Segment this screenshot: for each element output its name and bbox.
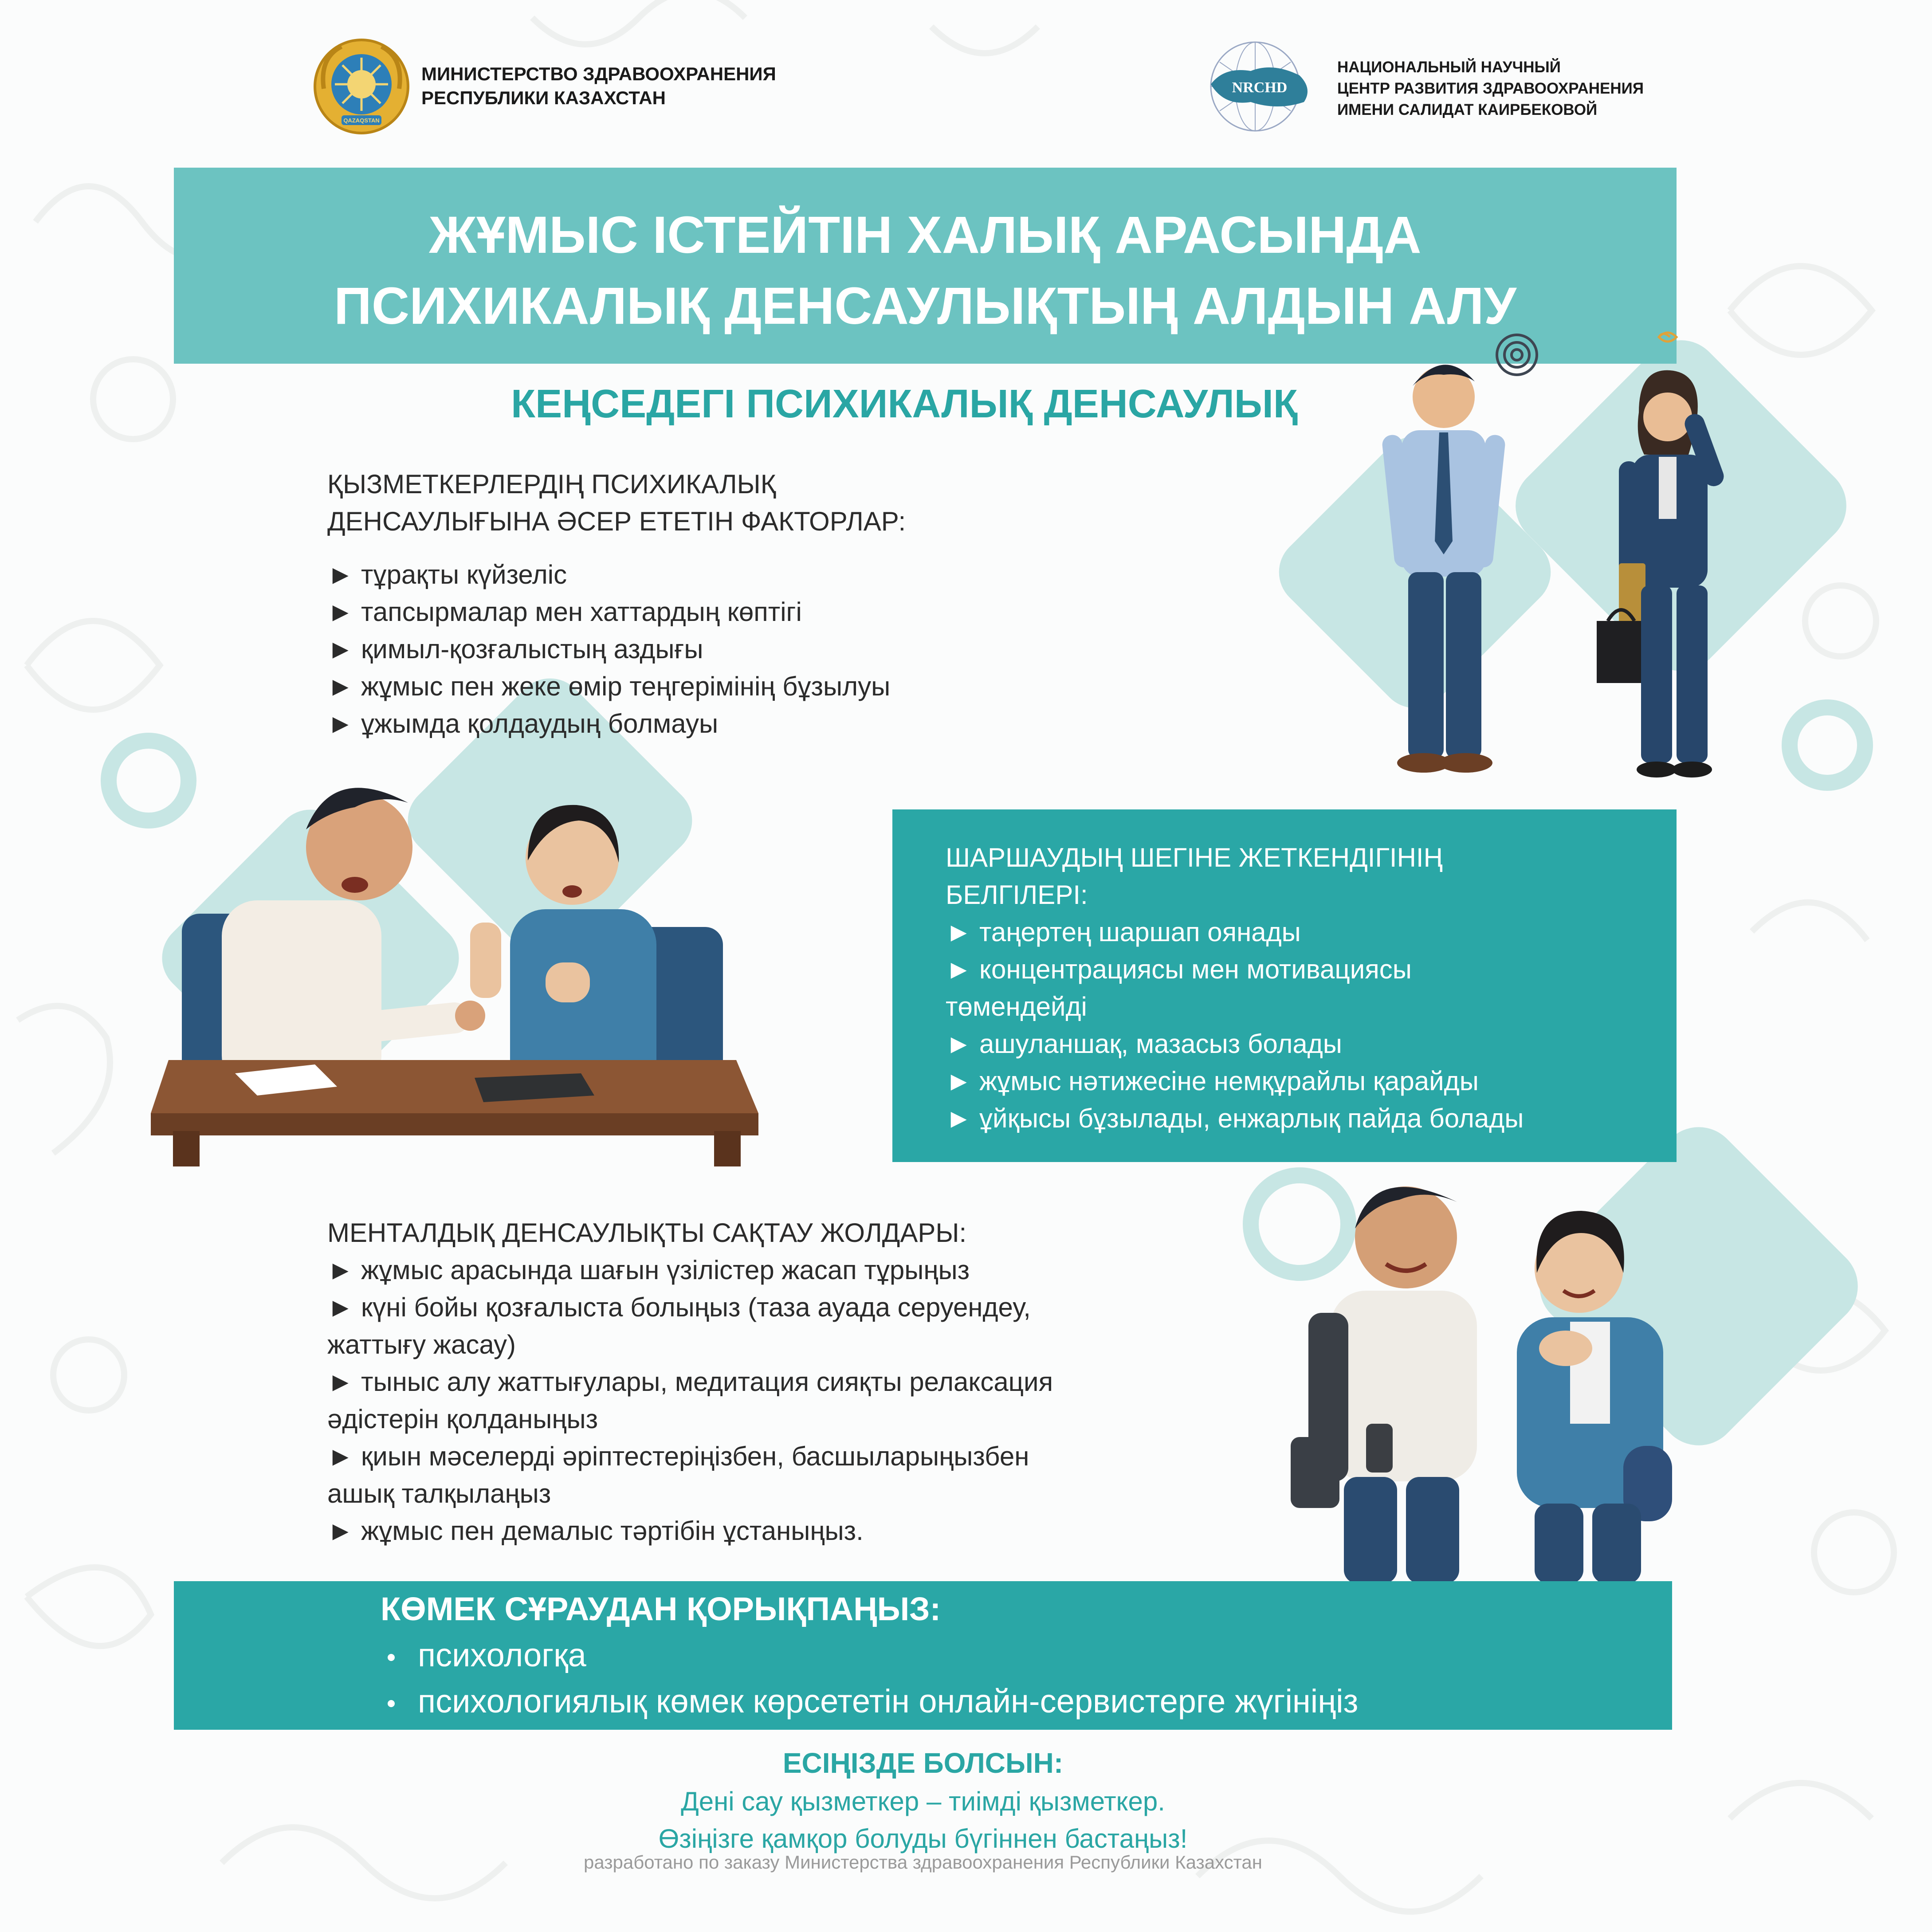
factors-heading-line1: ҚЫЗМЕТКЕРЛЕРДІҢ ПСИХИКАЛЫҚ <box>327 469 776 499</box>
ministry-line1: МИНИСТЕРСТВО ЗДРАВООХРАНЕНИЯ <box>421 63 776 84</box>
bullet-icon <box>388 1700 395 1707</box>
signs-heading-line1: ШАРШАУДЫҢ ШЕГІНЕ ЖЕТКЕНДІГІНІҢ <box>946 843 1443 872</box>
way-line: ► жұмыс пен демалыс тәртібін ұстаныңыз. <box>327 1516 864 1546</box>
tired-workers-illustration <box>1348 333 1770 785</box>
workplace-conflict-illustration <box>146 776 776 1166</box>
factors-list <box>327 556 993 742</box>
signs-heading-line2: БЕЛГІЛЕРІ: <box>946 880 1088 910</box>
center-line1: НАЦИОНАЛЬНЫЙ НАУЧНЫЙ <box>1337 59 1561 76</box>
remember-line1: Дені сау қызметкер – тиімді қызметкер. <box>681 1787 1165 1816</box>
title-line2: ПСИХИКАЛЫҚ ДЕНСАУЛЫҚТЫҢ АЛДЫН АЛУ <box>334 277 1516 335</box>
way-line: жаттығу жасау) <box>327 1330 516 1359</box>
factors-heading-line2: ДЕНСАУЛЫҒЫНА ӘСЕР ЕТЕТІН ФАКТОРЛАР: <box>327 507 906 536</box>
way-line: ► жұмыс арасында шағын үзілістер жасап тұрыңыз <box>327 1255 970 1285</box>
sign-line: ► жұмыс нәтижесіне немқұрайлы қарайды <box>946 1066 1479 1096</box>
way-line: әдістерін қолданыңыз <box>327 1404 598 1434</box>
factors-section <box>327 466 993 742</box>
sign-line: ► ұйқысы бұзылады, енжарлық пайда болады <box>946 1103 1524 1133</box>
ways-heading: МЕНТАЛДЫҚ ДЕНСАУЛЫҚТЫ САҚТАУ ЖОЛДАРЫ: <box>327 1218 967 1248</box>
burnout-signs-section <box>946 839 1637 1137</box>
section-subtitle: КЕҢСЕДЕГІ ПСИХИКАЛЫҚ ДЕНСАУЛЫҚ <box>511 382 1298 426</box>
tired-man-figure <box>1381 365 1506 773</box>
stress-cloud-icon <box>1497 335 1537 375</box>
way-line: ашық талқылаңыз <box>327 1479 551 1508</box>
svg-text:NRCHD: NRCHD <box>1232 79 1288 96</box>
factor-item: ► тапсырмалар мен хаттардың көптігі <box>327 597 802 627</box>
factor-item: ► қимыл-қозғалыстың аздығы <box>327 634 703 664</box>
desk <box>151 1060 758 1166</box>
angry-man-figure <box>222 788 485 1091</box>
way-line: ► күні бойы қозғалыста болыңыз (таза ауада серуендеу, <box>327 1292 1031 1322</box>
happy-woman-figure <box>1517 1211 1672 1583</box>
way-line: ► қиын мәселерді әріптестеріңізбен, басшыларыңызбен <box>327 1441 1029 1471</box>
svg-text:QAZAQSTAN: QAZAQSTAN <box>343 117 380 124</box>
help-title: КӨМЕК СҰРАУДАН ҚОРЫҚПАҢЫЗ: <box>381 1590 941 1627</box>
upset-woman-figure <box>470 805 656 1096</box>
page-title <box>174 200 1677 342</box>
help-item <box>381 1632 1667 1678</box>
mental-health-ways-section <box>327 1214 1126 1550</box>
bullet-icon <box>388 1654 395 1661</box>
help-list <box>381 1632 1667 1724</box>
factor-item: ► ұжымда қолдаудың болмауы <box>327 709 719 738</box>
help-item <box>381 1678 1667 1724</box>
remember-title: ЕСІҢІЗДЕ БОЛСЫН: <box>782 1747 1064 1779</box>
happy-man-figure <box>1291 1186 1477 1583</box>
happy-colleagues-illustration <box>1277 1162 1703 1583</box>
center-line3: ИМЕНИ САЛИДАТ КАИРБЕКОВОЙ <box>1337 101 1598 118</box>
factor-item: ► жұмыс пен жеке өмір теңгерімінің бұзылуы <box>327 671 891 701</box>
ministry-line2: РЕСПУБЛИКИ КАЗАХСТАН <box>421 87 666 108</box>
sign-line: ► концентрациясы мен мотивациясы <box>946 954 1412 984</box>
remember-line2: Өзіңізге қамқор болуды бүгіннен бастаңыз! <box>658 1824 1188 1853</box>
factor-item: ► тұрақты күйзеліс <box>327 560 567 589</box>
tired-woman-figure <box>1597 370 1727 778</box>
help-item-text: психологиялық көмек көрсететін онлайн-сервистерге жүгініңіз <box>418 1683 1359 1720</box>
sign-line: ► таңертең шаршап оянады <box>946 917 1301 947</box>
remember-section <box>174 1743 1672 1857</box>
way-line: ► тыныс алу жаттығулары, медитация сияқты релаксация <box>327 1367 1053 1397</box>
dizzy-scribble-icon <box>1659 333 1677 342</box>
footer-credit: разработано по заказу Министерства здравоохранения Республики Казахстан <box>584 1852 1262 1873</box>
center-line2: ЦЕНТР РАЗВИТИЯ ЗДРАВООХРАНЕНИЯ <box>1337 80 1644 97</box>
sign-line: ► ашуланшақ, мазасыз болады <box>946 1029 1342 1059</box>
title-line1: ЖҰМЫС ІСТЕЙТІН ХАЛЫҚ АРАСЫНДА <box>429 206 1422 264</box>
sign-line: төмендейді <box>946 992 1087 1021</box>
help-item-text: психологқа <box>418 1637 586 1673</box>
